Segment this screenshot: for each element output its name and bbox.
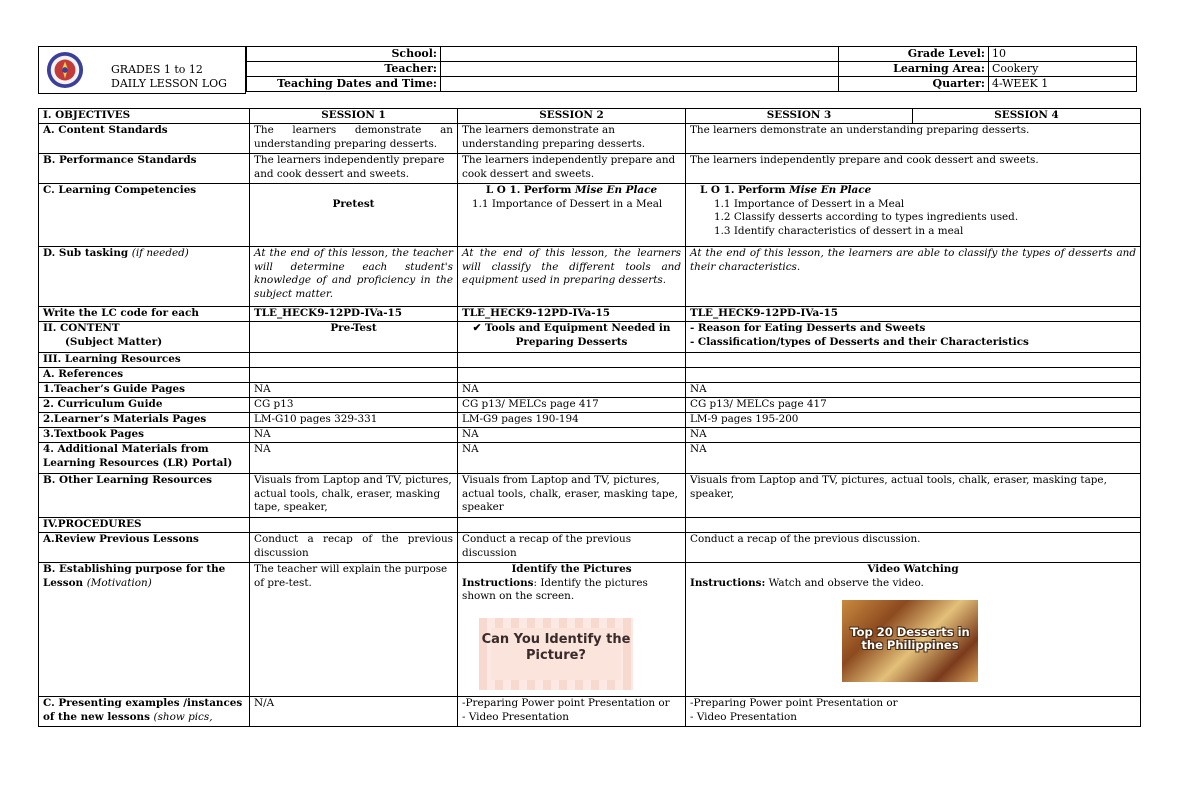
header-info-table (246, 46, 1137, 92)
cell-session-3-4: NA (686, 428, 1141, 443)
lo-italic: Mise En Place (789, 184, 872, 196)
cell-session-2 (458, 184, 686, 247)
instructions-label: Instructions: (690, 576, 766, 589)
teaching-dates-field[interactable] (441, 77, 839, 92)
table-row (39, 368, 1141, 383)
identify-picture-image-text: Can You Identify the Picture? (481, 632, 631, 664)
cell-session-1: NA (250, 383, 458, 398)
table-row (39, 697, 1141, 727)
table-row (39, 474, 1141, 518)
cell-session-1: NA (250, 428, 458, 443)
grade-level-label: Grade Level: (839, 47, 989, 62)
cell-session-3-4: The learners independently prepare and cook dessert and sweets. (686, 154, 1141, 184)
cell-session-2 (458, 518, 686, 533)
activity-title: Video Watching (867, 563, 959, 575)
lesson-log-table (38, 108, 1141, 727)
row-label: B. Other Learning Resources (39, 474, 250, 518)
presenting-line: -Preparing Power point Presentation or (462, 697, 670, 709)
row-label-note: (if needed) (131, 247, 189, 259)
table-row (39, 124, 1141, 154)
pretest-text: Pretest (332, 198, 375, 210)
activity-title: Identify the Pictures (511, 563, 632, 575)
cell-session-2: LM-G9 pages 190-194 (458, 413, 686, 428)
cell-session-2: The learners demonstrate an understanding preparing desserts. (458, 124, 686, 154)
cell-session-1: Pre-Test (250, 322, 458, 353)
content-item: - Reason for Eating Desserts and Sweets (690, 322, 926, 334)
cell-session-2 (458, 697, 686, 727)
school-field[interactable] (441, 47, 839, 62)
cell-session-1: The learners independently prepare and cook dessert and sweets. (250, 154, 458, 184)
instructions-label: Instructions (462, 576, 534, 589)
row-label (39, 322, 250, 353)
cell-session-1: The learners demonstrate an understanding preparing desserts. (250, 124, 458, 154)
cell-session-2 (458, 322, 686, 353)
cell-session-1 (250, 368, 458, 383)
table-row (39, 518, 1141, 533)
cell-session-2: NA (458, 383, 686, 398)
cell-session-1 (250, 518, 458, 533)
session-3-heading: SESSION 3 (686, 109, 913, 124)
cell-session-3-4 (686, 322, 1141, 353)
cell-session-1: CG p13 (250, 398, 458, 413)
cell-session-2 (458, 563, 686, 697)
presenting-line: - Video Presentation (690, 710, 797, 723)
cell-session-3-4: CG p13/ MELCs page 417 (686, 398, 1141, 413)
activity-instructions (462, 577, 681, 604)
cell-session-2: NA (458, 443, 686, 474)
cell-session-1: NA (250, 443, 458, 474)
row-label-note: (Subject Matter) (65, 335, 163, 348)
row-label: III. Learning Resources (39, 353, 250, 368)
row-label-text: II. CONTENT (43, 322, 120, 334)
row-label: 1.Teacher’s Guide Pages (39, 383, 250, 398)
instructions-text: : Identify the pictures shown on the screen. (462, 576, 648, 603)
competency-item: 1.1 Importance of Dessert in a Meal (472, 197, 663, 210)
table-row (39, 247, 1141, 307)
cell-session-1: Visuals from Laptop and TV, pictures, actual tools, chalk, eraser, masking tape, speaker, (250, 474, 458, 518)
cell-session-1: TLE_HECK9-12PD-IVa-15 (250, 307, 458, 322)
row-label-note: (Motivation) (86, 576, 152, 589)
header-title-block (38, 46, 246, 94)
cell-session-2: NA (458, 428, 686, 443)
table-row (39, 428, 1141, 443)
cell-session-2 (458, 353, 686, 368)
form-title-line2: DAILY LESSON LOG (111, 77, 227, 90)
table-row (39, 184, 1141, 247)
deped-seal-icon (46, 51, 84, 89)
school-label: School: (247, 47, 441, 62)
cell-session-2: At the end of this lesson, the learners will classify the different tools and equipment used in preparing desserts. (458, 247, 686, 307)
cell-session-1: LM-G10 pages 329-331 (250, 413, 458, 428)
quarter-field[interactable]: 4-WEEK 1 (989, 77, 1137, 92)
teaching-dates-label: Teaching Dates and Time: (247, 77, 441, 92)
cell-session-2: Conduct a recap of the previous discussion (458, 533, 686, 563)
row-label: 4. Additional Materials from Learning Resources (LR) Portal) (39, 443, 250, 474)
row-label: 2.Learner’s Materials Pages (39, 413, 250, 428)
cell-session-3-4: At the end of this lesson, the learners are able to classify the types of desserts and their characteristics. (686, 247, 1141, 307)
cell-session-1 (250, 184, 458, 247)
table-row (39, 322, 1141, 353)
cell-session-1: At the end of this lesson, the teacher will determine each student's knowledge of and proficiency in the subject matter. (250, 247, 458, 307)
form-title (111, 63, 227, 91)
row-label: 3.Textbook Pages (39, 428, 250, 443)
content-text: Tools and Equipment Needed in Preparing Desserts (484, 322, 671, 348)
competency-item: 1.3 Identify characteristics of dessert in a meal (714, 225, 964, 238)
row-label-text: C. Presenting examples /instances of the new lessons (43, 697, 243, 723)
cell-session-3-4: TLE_HECK9-12PD-IVa-15 (686, 307, 1141, 322)
identify-picture-image (479, 618, 633, 690)
row-label (39, 697, 250, 727)
row-label: Write the LC code for each (39, 307, 250, 322)
table-row (39, 533, 1141, 563)
cell-session-3-4: Visuals from Laptop and TV, pictures, actual tools, chalk, eraser, masking tape, speaker, (686, 474, 1141, 518)
row-label: B. Performance Standards (39, 154, 250, 184)
session-4-heading: SESSION 4 (913, 109, 1141, 124)
learning-area-field[interactable]: Cookery (989, 62, 1137, 77)
cell-session-2: Visuals from Laptop and TV, pictures, actual tools, chalk, eraser, masking tape, speaker (458, 474, 686, 518)
session-2-heading: SESSION 2 (458, 109, 686, 124)
table-header-row (39, 109, 1141, 124)
teacher-label: Teacher: (247, 62, 441, 77)
cell-session-3-4 (686, 184, 1141, 247)
lo-italic: Mise En Place (575, 184, 658, 196)
table-row (39, 154, 1141, 184)
row-label (39, 563, 250, 697)
competency-item: 1.2 Classify desserts according to types ingredients used. (714, 211, 1019, 224)
cell-session-1: N/A (250, 697, 458, 727)
table-row (39, 383, 1141, 398)
cell-session-2: The learners independently prepare and cook dessert and sweets. (458, 154, 686, 184)
presenting-line: - Video Presentation (462, 710, 569, 723)
teacher-field[interactable] (441, 62, 839, 77)
presenting-line: -Preparing Power point Presentation or (690, 697, 898, 709)
cell-session-2 (458, 368, 686, 383)
lo-prefix: L O 1. Perform (485, 184, 576, 196)
activity-instructions (690, 577, 1136, 591)
row-label (39, 247, 250, 307)
cell-session-3-4 (686, 563, 1141, 697)
table-row (39, 307, 1141, 322)
row-label: 2. Curriculum Guide (39, 398, 250, 413)
cell-session-3-4 (686, 368, 1141, 383)
cell-session-2: TLE_HECK9-12PD-IVa-15 (458, 307, 686, 322)
table-row (39, 563, 1141, 697)
cell-session-3-4: NA (686, 443, 1141, 474)
checkmark-icon: ✔ (472, 322, 482, 334)
row-label-text: B. Establishing purpose for the Lesson (43, 563, 226, 589)
competency-item: 1.1 Importance of Dessert in a Meal (714, 197, 905, 210)
row-label-note: (show pics, (153, 710, 213, 723)
table-row (39, 443, 1141, 474)
desserts-video-thumbnail-text: Top 20 Desserts in the Philippines (850, 625, 970, 653)
row-label: A.Review Previous Lessons (39, 533, 250, 563)
form-title-line1: GRADES 1 to 12 (111, 63, 203, 76)
cell-session-3-4 (686, 518, 1141, 533)
cell-session-3-4 (686, 353, 1141, 368)
row-label: A. References (39, 368, 250, 383)
cell-session-3-4: The learners demonstrate an understanding preparing desserts. (686, 124, 1141, 154)
row-label-text: D. Sub tasking (43, 247, 129, 259)
grade-level-field[interactable]: 10 (989, 47, 1137, 62)
cell-session-3-4 (686, 697, 1141, 727)
content-item: - Classification/types of Desserts and their Characteristics (690, 335, 1029, 348)
row-label: IV.PROCEDURES (39, 518, 250, 533)
cell-session-3-4: NA (686, 383, 1141, 398)
learning-area-label: Learning Area: (839, 62, 989, 77)
table-row (39, 353, 1141, 368)
cell-session-3-4: Conduct a recap of the previous discussion. (686, 533, 1141, 563)
cell-session-1: Conduct a recap of the previous discussion (250, 533, 458, 563)
cell-session-2: CG p13/ MELCs page 417 (458, 398, 686, 413)
quarter-label: Quarter: (839, 77, 989, 92)
table-row (39, 398, 1141, 413)
lo-prefix: L O 1. Perform (700, 184, 790, 196)
cell-session-3-4: LM-9 pages 195-200 (686, 413, 1141, 428)
objectives-heading: I. OBJECTIVES (39, 109, 250, 124)
cell-session-1 (250, 353, 458, 368)
table-row (39, 413, 1141, 428)
row-label: A. Content Standards (39, 124, 250, 154)
desserts-video-thumbnail (842, 600, 978, 682)
session-1-heading: SESSION 1 (250, 109, 458, 124)
row-label: C. Learning Competencies (39, 184, 250, 247)
cell-session-1: The teacher will explain the purpose of pre-test. (250, 563, 458, 697)
instructions-text: Watch and observe the video. (765, 576, 924, 589)
